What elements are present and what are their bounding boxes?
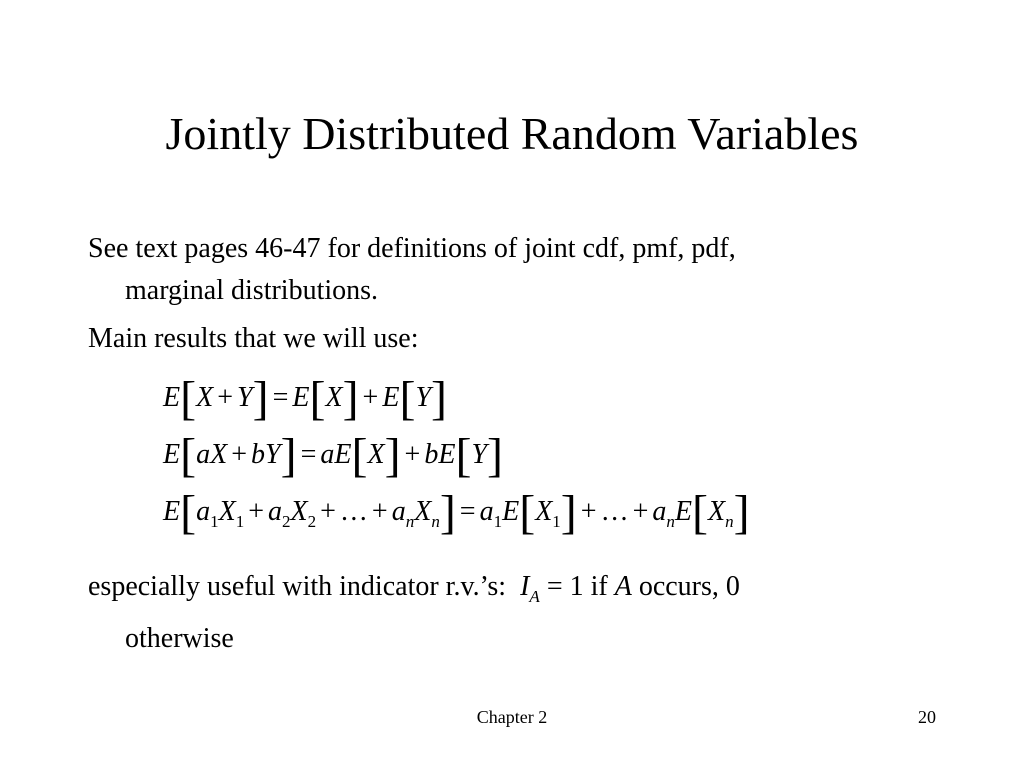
indicator-equals-text: = 1 if (546, 571, 608, 602)
equation-linearity-scaled: E[aX + bY] = aE[X] + bE[Y] (163, 429, 503, 482)
slide-title: Jointly Distributed Random Variables (165, 108, 859, 159)
footer-page-number: 20 (918, 707, 936, 727)
equation-linearity-general: $E[a_1X_1 + a_2X_2$ + … + $a_nX_n] = a_1E[X_1]$ + … + $a_nE[X_n]$ (163, 486, 750, 539)
equation-linearity-sum: E[X + Y] = E[X] + E[Y] (163, 372, 447, 425)
indicator-subscript: A (529, 587, 540, 606)
indicator-lead-text: especially useful with indicator r.v.’s: (88, 571, 507, 602)
definitions-line-1: See text pages 46-47 for definitions of joint cdf, pmf, pdf, (88, 233, 736, 264)
indicator-line-2: otherwise (125, 623, 234, 654)
footer-chapter: Chapter 2 (476, 707, 548, 727)
event-symbol: A (614, 571, 632, 602)
definitions-paragraph (88, 228, 968, 312)
indicator-paragraph (88, 566, 968, 660)
definitions-line-2: marginal distributions. (125, 275, 379, 306)
indicator-tail-text: occurs, 0 (638, 571, 740, 602)
main-results-paragraph: Main results that we will use: (88, 323, 419, 354)
indicator-symbol: I (520, 571, 530, 602)
